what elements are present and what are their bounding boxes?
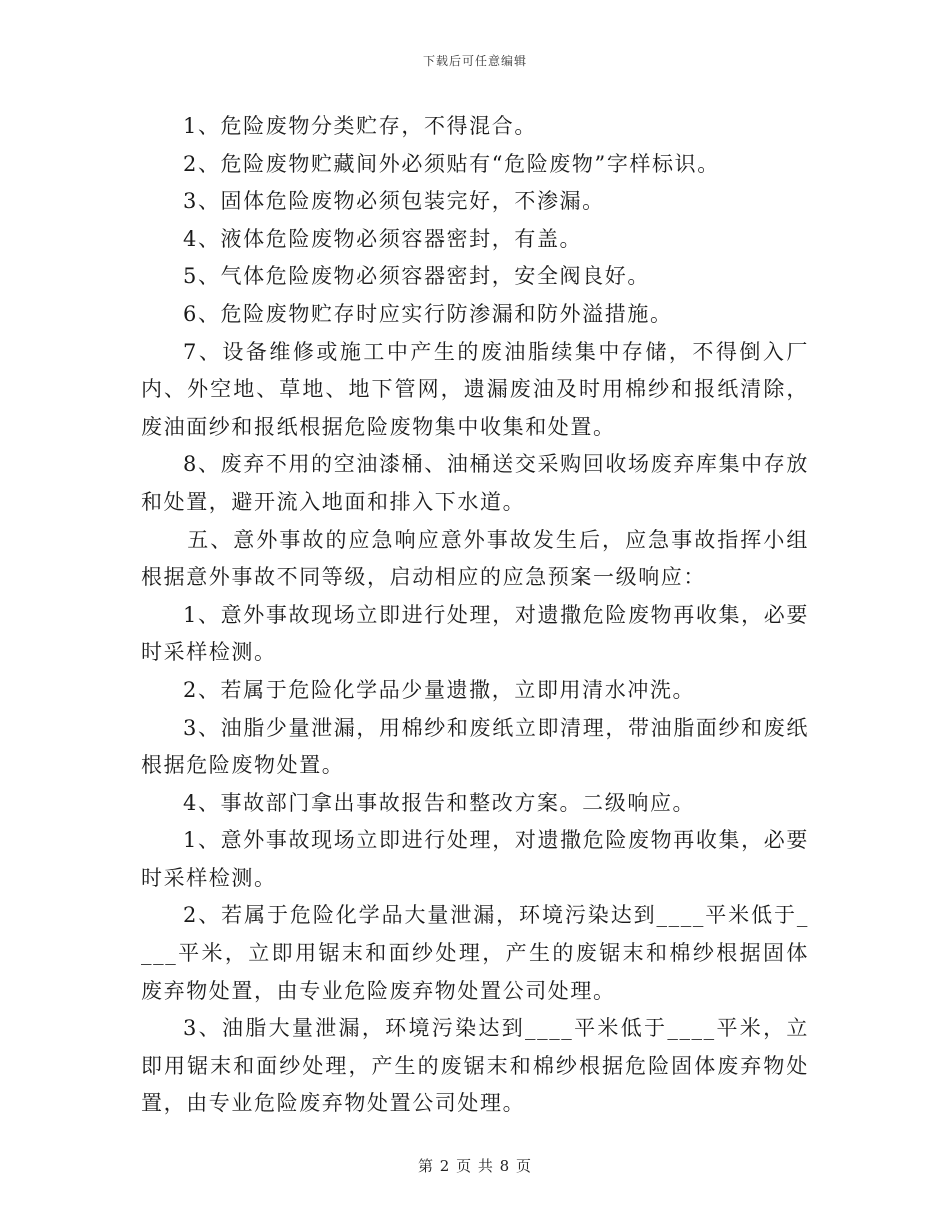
paragraph-level1-item-1: 1、意外事故现场立即进行处理，对遗撒危险废物再收集，必要时采样检测。 — [141, 602, 809, 665]
paragraph-rule-6: 6、危险废物贮存时应实行防渗漏和防外溢措施。 — [183, 301, 673, 326]
paragraph-level1-item-4: 4、事故部门拿出事故报告和整改方案。二级响应。 — [183, 790, 696, 815]
paragraph-rule-7: 7、设备维修或施工中产生的废油脂续集中存储，不得倒入厂内、外空地、草地、地下管网，遗漏废油及时用棉纱和报纸清除，废油面纱和报纸根据危险废物集中收集和处置。 — [141, 339, 809, 439]
section-heading-emergency: 五、意外事故的应急响应意外事故发生后，应急事故指挥小组根据意外事故不同等级，启动相应的应急预案一级响应： — [141, 527, 809, 590]
paragraph-rule-4: 4、液体危险废物必须容器密封，有盖。 — [183, 226, 583, 251]
paragraph-level2-item-1: 1、意外事故现场立即进行处理，对遗撒危险废物再收集，必要时采样检测。 — [141, 828, 809, 890]
document-body — [141, 108, 809, 1123]
paragraph-level2-item-3: 3、油脂大量泄漏，环境污染达到____平米低于____平米，立即用锯末和面纱处理，产生的废锯末和棉纱根据危险固体废弃物处置，由专业危险废弃物处置公司处理。 — [141, 1016, 809, 1116]
page-footer: 第 2 页 共 8 页 — [418, 1157, 532, 1175]
paragraph-level2-item-2: 2、若属于危险化学品大量泄漏，环境污染达到____平米低于____平米，立即用锯末和面纱处理，产生的废锯末和棉纱根据固体废弃物处置，由专业危险废弃物处置公司处理。 — [141, 903, 809, 1003]
paragraph-level1-item-2: 2、若属于危险化学品少量遗撒，立即用清水冲洗。 — [183, 677, 696, 702]
page-header: 下载后可任意编辑 — [422, 54, 527, 68]
paragraph-rule-1: 1、危险废物分类贮存，不得混合。 — [183, 114, 537, 138]
paragraph-rule-8: 8、废弃不用的空油漆桶、油桶送交采购回收场废弃库集中存放和处置，避开流入地面和排入下水道。 — [141, 452, 809, 514]
paragraph-rule-2: 2、危险废物贮藏间外必须贴有“危险废物”字样标识。 — [183, 151, 720, 176]
paragraph-rule-5: 5、气体危险废物必须容器密封，安全阀良好。 — [183, 264, 650, 289]
paragraph-rule-3: 3、固体危险废物必须包装完好，不渗漏。 — [183, 189, 605, 214]
paragraph-level1-item-3: 3、油脂少量泄漏，用棉纱和废纸立即清理，带油脂面纱和废纸根据危险废物处置。 — [141, 715, 809, 778]
